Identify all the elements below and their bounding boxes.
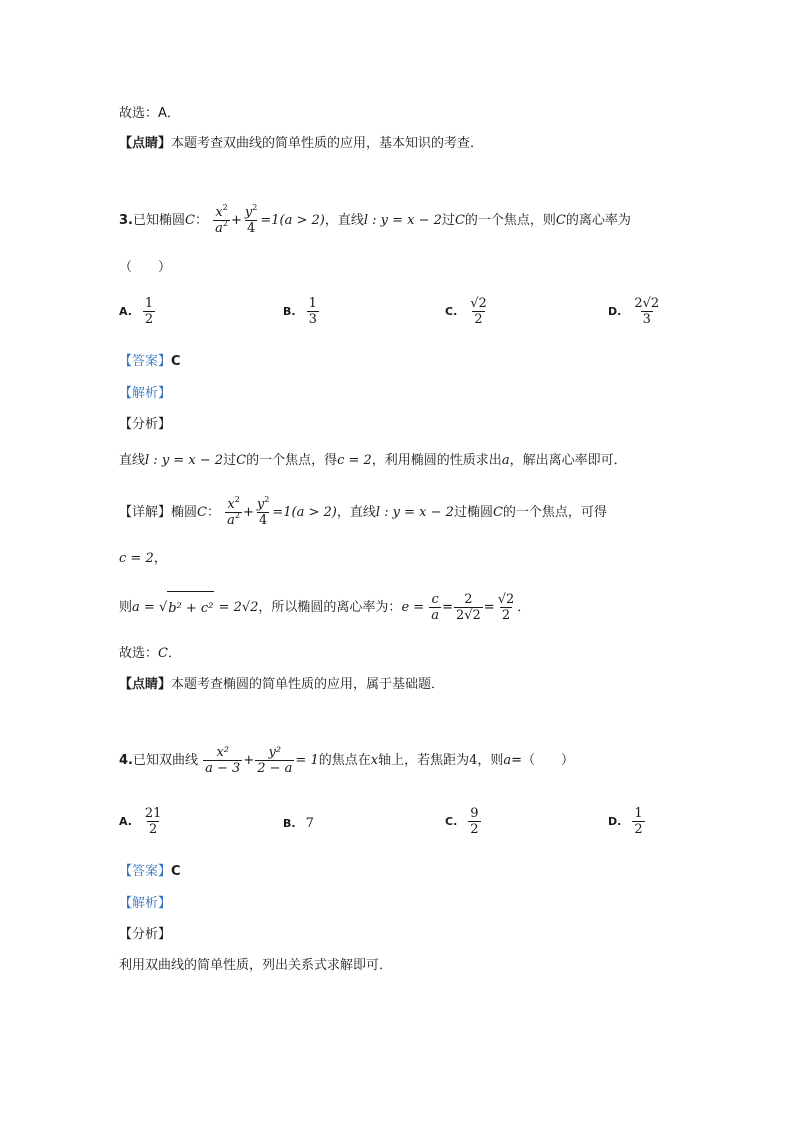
q4-frac1 (203, 745, 242, 776)
q3-then-b: ，所以椭圆的离心率为： (258, 600, 402, 615)
q4-stem-b: 的焦点在 (318, 753, 371, 768)
q3-option-d-den: 3 (642, 312, 651, 327)
q3-e-c: c (431, 592, 439, 607)
q4-stem-e: =（ ） (511, 753, 575, 768)
q3-stem-b: ，直线 (324, 213, 364, 228)
q4-option-a[interactable] (119, 806, 164, 837)
q4-answer-line (119, 862, 181, 882)
q4-stem-a: 已知双曲线 (132, 753, 198, 768)
q3-stem-e: 的离心率为 (565, 213, 631, 228)
q3-option-a-den: 2 (144, 312, 154, 327)
q3-stem-d: 的一个焦点，则 (464, 213, 556, 228)
q3-fenxi-b: 过 (223, 453, 237, 468)
q3-answer: C (171, 354, 181, 369)
q4-option-c[interactable] (445, 806, 482, 837)
q3-detail-line: 【详解】椭圆C： $\frac{x^2}{a^2}$ + $\frac{y^2}{4}$ =1(a > 2)，直线l : y = x − 2过椭圆C的一个焦点，可得 (119, 495, 607, 528)
q3-fenxi-curve: C (236, 453, 247, 468)
q4-analysis-tag: 【解析】 (119, 896, 172, 911)
q3-e-eq: e = (401, 600, 425, 615)
q3-choice: 故选： (119, 646, 159, 661)
note-tag: 【点睛】 (119, 136, 172, 151)
q3-option-d-label: D. (608, 305, 622, 318)
q3-detail-a-den: a (227, 513, 235, 528)
choice-text: 故选：A． (119, 106, 180, 121)
q3-number: 3. (119, 213, 133, 228)
q3-fenxi-line-eq: l : y = x − 2 (145, 453, 224, 468)
q3-option-c-frac (468, 296, 489, 327)
q3-curve: C (185, 213, 195, 228)
q3-fenxi-a: 直线 (119, 453, 146, 468)
q3-fenxi-c-eq: c = 2 (337, 453, 372, 468)
q3-then-rad: b² + c² (167, 591, 214, 626)
q3-detail-tag: 【详解】 (119, 505, 172, 520)
q3-choice-end: ． (167, 646, 181, 661)
q4-stem-d: ，则 (477, 753, 504, 768)
q3-four: 4 (246, 221, 256, 236)
q3-fenxi-e: ，解出离心率即可． (509, 453, 627, 468)
q3-cond: =1(a > 2) (260, 213, 325, 228)
q4-fenxi-text: 利用双曲线的简单性质，列出关系式求解即可． (119, 958, 393, 973)
q3-then-sqrt: √ b² + c² (159, 591, 214, 626)
q3-a: a (215, 221, 223, 236)
q4-option-d-num: 1 (634, 806, 643, 821)
q3-option-d-num: 2√2 (634, 296, 660, 311)
q3-curve-3: C (555, 213, 566, 228)
q3-fenxi-d: ，利用椭圆的性质求出 (371, 453, 502, 468)
q3-option-a-label: A. (119, 305, 132, 318)
q4-option-b-value: 7 (305, 815, 314, 831)
q4-frac1-den: a − 3 (205, 761, 241, 776)
q3-note-text: 本题考查椭圆的简单性质的应用，属于基础题． (171, 677, 445, 692)
q4-frac2-den: 2 − a (257, 761, 293, 776)
q4-option-a-den: 2 (149, 822, 158, 837)
q4-eq1: = 1 (295, 753, 319, 768)
q3-option-d-frac (632, 296, 661, 327)
q3-then-a: 则 (119, 600, 133, 615)
q4-option-c-label: C. (445, 815, 458, 828)
q3-choice-line (119, 644, 181, 664)
q3-e-d2: 2 (501, 608, 511, 623)
q3-note-line (119, 675, 444, 695)
q3-paren: （ ） (119, 260, 172, 275)
q3-answer-tag: 【答案】 (119, 354, 172, 369)
q4-a-var: a (503, 753, 512, 768)
choice-line (119, 104, 180, 124)
q3-detail-frac-y: $\frac{y^2}{4}$ (256, 495, 270, 528)
q3-detail-curve: C (197, 505, 207, 520)
q3-c-line (119, 549, 167, 569)
q4-option-a-label: A. (119, 815, 132, 828)
q4-option-c-num: 9 (470, 806, 479, 821)
q3-option-c-den: 2 (474, 312, 483, 327)
q3-detail-line-eq: l : y = x − 2 (375, 505, 454, 520)
q4-stem: 4.已知双曲线 $\frac{\text{x²}}{a - 3}$ + $\frac{\text{y²}}{2 - a}$ = 1的焦点在x轴上，若焦距为4，则a=（ ） (119, 745, 575, 776)
q4-option-c-den: 2 (470, 822, 479, 837)
q4-x-var: x (370, 753, 379, 768)
q4-answer: C (171, 864, 181, 879)
q3-e-frac2 (454, 592, 483, 623)
q4-option-c-frac (468, 806, 480, 837)
q3-line-eq: l : y = x − 2 (363, 213, 442, 228)
q3-e-frac3 (496, 592, 517, 623)
q3-detail-a: 椭圆 (171, 505, 198, 520)
q3-option-c[interactable] (445, 296, 490, 327)
q3-stem-c: 过 (441, 213, 455, 228)
q3-detail-cond: =1(a > 2) (272, 505, 337, 520)
q3-stem-a: 已知椭圆 (132, 213, 185, 228)
q3-c-end: ， (153, 551, 167, 566)
q3-fenxi-a-var: a (501, 453, 510, 468)
q4-option-d[interactable] (608, 806, 646, 837)
q3-option-a-num: 1 (144, 296, 154, 311)
q3-detail-frac-x: $\frac{x^2}{a^2}$ (227, 495, 240, 528)
q3-detail-c: 过椭圆 (453, 505, 493, 520)
q4-option-a-num: 21 (144, 806, 162, 821)
q3-stem: 3.已知椭圆C： $\frac{x^2}{a^2}$ + $\frac{y^2}{4}$ =1(a > 2)，直线l : y = x − 2过C的一个焦点，则C的离心率为 (119, 203, 631, 236)
note-text: 本题考查双曲线的简单性质的应用，基本知识的考查． (171, 136, 484, 151)
note-line (119, 134, 483, 154)
q3-option-c-num: √2 (470, 296, 487, 311)
q4-fenxi-tag: 【分析】 (119, 927, 172, 942)
q4-answer-tag: 【答案】 (119, 864, 172, 879)
q3-then-line: 则a = √ b² + c² = 2√2，所以椭圆的离心率为：e = $\frac{c}{a}$ = $\frac{2}{2√2}$ = $\frac{√2}{2}$ ． (119, 591, 530, 626)
q3-detail-x: x (227, 497, 235, 512)
q4-frac2-num: y² (268, 745, 282, 760)
q3-option-d[interactable] (608, 296, 662, 327)
q3-fenxi-c: 的一个焦点，得 (246, 453, 338, 468)
q3-curve-2: C (454, 213, 465, 228)
q4-four: 4 (469, 753, 478, 768)
q3-x: x (215, 205, 223, 220)
q3-c-eq: c = 2 (119, 551, 154, 566)
q3-answer-line (119, 352, 181, 372)
q3-frac-x: $\frac{x^2}{a^2}$ (215, 203, 228, 236)
q3-then-res: = 2√2 (218, 600, 259, 615)
q3-option-b-label: B. (283, 305, 296, 318)
q4-option-b-label: B. (283, 816, 296, 830)
q3-detail-curve-2: C (492, 505, 503, 520)
q3-detail-colon: ： (206, 505, 220, 520)
q4-frac1-num: x² (216, 745, 229, 760)
q4-option-d-label: D. (608, 815, 622, 828)
q3-analysis-tag: 【解析】 (119, 386, 172, 401)
q3-colon: ： (194, 213, 208, 228)
q4-option-d-den: 2 (634, 822, 643, 837)
q3-detail-four: 4 (258, 513, 268, 528)
q3-option-a[interactable] (119, 296, 156, 327)
q4-frac2 (255, 745, 294, 776)
q3-fenxi-line (119, 451, 627, 471)
q3-note-tag: 【点睛】 (119, 677, 172, 692)
q3-option-b[interactable] (283, 296, 320, 327)
q3-e-2: 2 (464, 592, 473, 607)
q4-option-b[interactable] (283, 806, 314, 840)
q3-end-dot: ． (517, 600, 531, 615)
q3-frac-y: $\frac{y^2}{4}$ (244, 203, 258, 236)
q3-then-eq: a = (132, 600, 155, 615)
q3-e-r2: √2 (497, 592, 515, 607)
q3-e-22: 2√2 (455, 608, 481, 623)
q3-y: y (244, 205, 253, 220)
q3-option-b-num: 1 (308, 296, 317, 311)
q3-option-b-den: 3 (308, 312, 317, 327)
q3-option-a-frac (143, 296, 155, 327)
q4-number: 4. (119, 753, 133, 768)
q3-fenxi-tag: 【分析】 (119, 417, 172, 432)
q3-detail-b: ，直线 (336, 505, 376, 520)
q3-e-a: a (431, 608, 440, 623)
q3-e-frac1 (429, 592, 441, 623)
q4-option-a-frac (143, 806, 164, 837)
q3-choice-var: C (158, 646, 168, 661)
q3-option-c-label: C. (445, 305, 458, 318)
q3-option-b-frac (307, 296, 319, 327)
q4-stem-c: 轴上，若焦距为 (378, 753, 470, 768)
q3-detail-y: y (256, 497, 265, 512)
q3-detail-d: 的一个焦点，可得 (502, 505, 607, 520)
q4-option-d-frac (632, 806, 644, 837)
